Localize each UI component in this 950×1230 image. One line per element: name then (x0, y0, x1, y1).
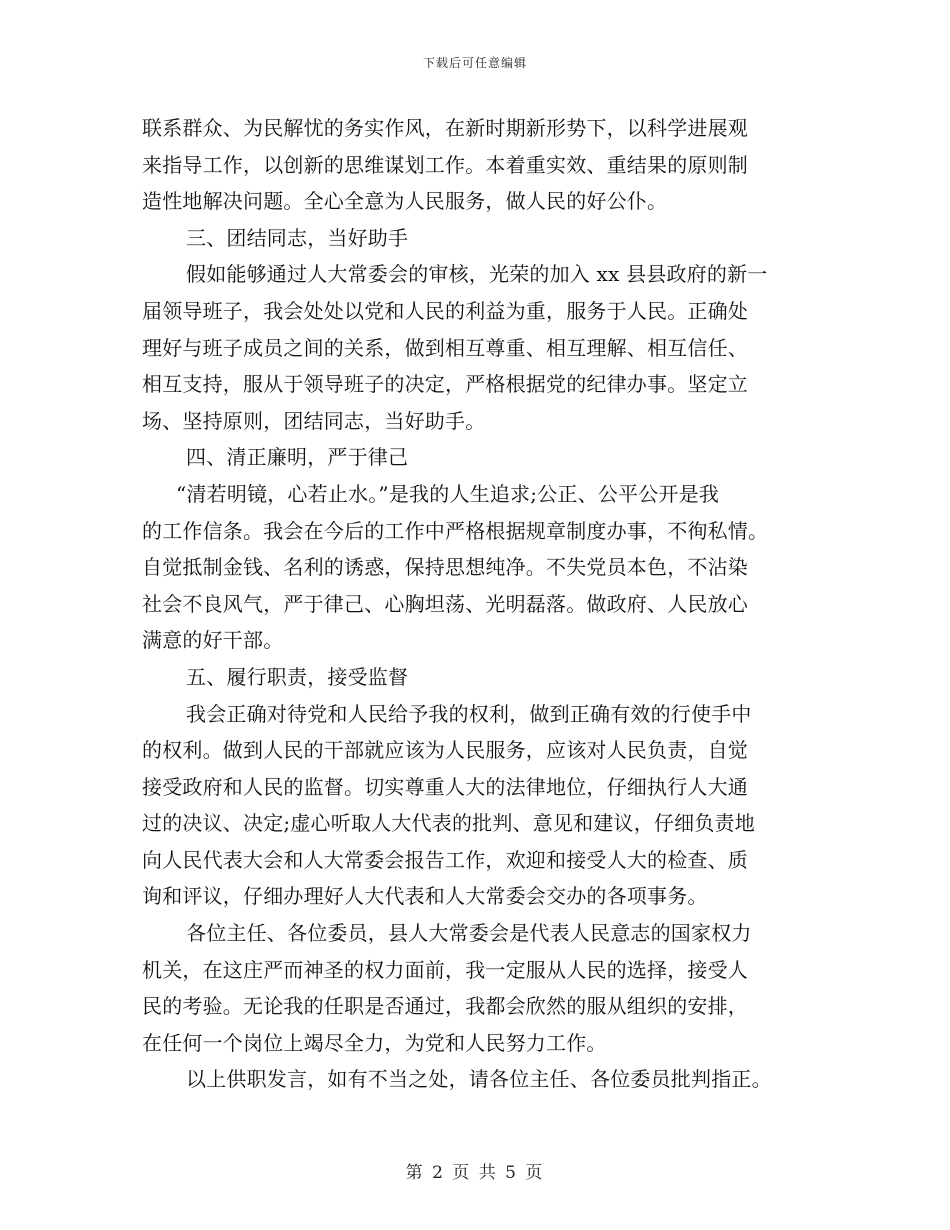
body-line: 民的考验。无论我的任职是否通过，我都会欣然的服从组织的安排， (142, 994, 748, 1019)
body-line: 假如能够通过人大常委会的审核，光荣的加入 xx 县县政府的新一 (186, 262, 768, 287)
body-line: 的工作信条。我会在今后的工作中严格根据规章制度办事，不徇私情。 (142, 518, 769, 543)
body-line: 接受政府和人民的监督。切实尊重人大的法律地位，仔细执行人大通 (142, 774, 748, 799)
section-heading-4: 四、清正廉明，严于律己 (186, 445, 409, 470)
body-line: 造性地解决问题。全心全意为人民服务，做人民的好公仆。 (142, 189, 668, 214)
page-header: 下载后可任意编辑 (422, 56, 527, 70)
body-line: 自觉抵制金钱、名利的诱惑，保持思想纯净。不失党员本色，不沾染 (142, 555, 748, 580)
body-line: 来指导工作，以创新的思维谋划工作。本着重实效、重结果的原则制 (142, 152, 748, 177)
body-line: 届领导班子，我会处处以党和人民的利益为重，服务于人民。正确处 (142, 298, 748, 323)
body-line: “清若明镜，心若止水。”是我的人生追求;公正、公平公开是我 (176, 481, 719, 506)
body-line: 各位主任、各位委员，县人大常委会是代表人民意志的国家权力 (186, 921, 752, 946)
body-line: 询和评议，仔细办理好人大代表和人大常委会交办的各项事务。 (142, 884, 708, 909)
body-line: 场、坚持原则，团结同志，当好助手。 (142, 408, 486, 433)
body-line: 的权利。做到人民的干部就应该为人民服务，应该对人民负责，自觉 (142, 738, 748, 763)
body-line: 向人民代表大会和人大常委会报告工作，欢迎和接受人大的检查、质 (142, 847, 748, 872)
document-body (142, 110, 822, 1098)
body-line: 社会不良风气，严于律己、心胸坦荡、光明磊落。做政府、人民放心 (142, 591, 748, 616)
section-heading-3: 三、团结同志，当好助手 (186, 225, 409, 250)
body-line: 理好与班子成员之间的关系，做到相互尊重、相互理解、相互信任、 (142, 335, 748, 360)
body-line: 过的决议、决定;虚心听取人大代表的批判、意见和建议，仔细负责地 (142, 811, 755, 836)
section-heading-5: 五、履行职责，接受监督 (186, 664, 409, 689)
body-line: 在任何一个岗位上竭尽全力，为党和人民努力工作。 (142, 1030, 607, 1055)
body-line: 联系群众、为民解忧的务实作风，在新时期新形势下，以科学进展观 (142, 116, 748, 140)
body-line: 相互支持，服从于领导班子的决定，严格根据党的纪律办事。坚定立 (142, 372, 748, 397)
body-line: 我会正确对待党和人民给予我的权利，做到正确有效的行使手中 (186, 701, 752, 726)
body-line: 机关，在这庄严而神圣的权力面前，我一定服从人民的选择，接受人 (142, 957, 748, 982)
body-line: 以上供职发言，如有不当之处，请各位主任、各位委员批判指正。 (186, 1067, 772, 1092)
page-number: 第 2 页 共 5 页 (405, 1163, 545, 1183)
body-line: 满意的好干部。 (142, 628, 284, 653)
